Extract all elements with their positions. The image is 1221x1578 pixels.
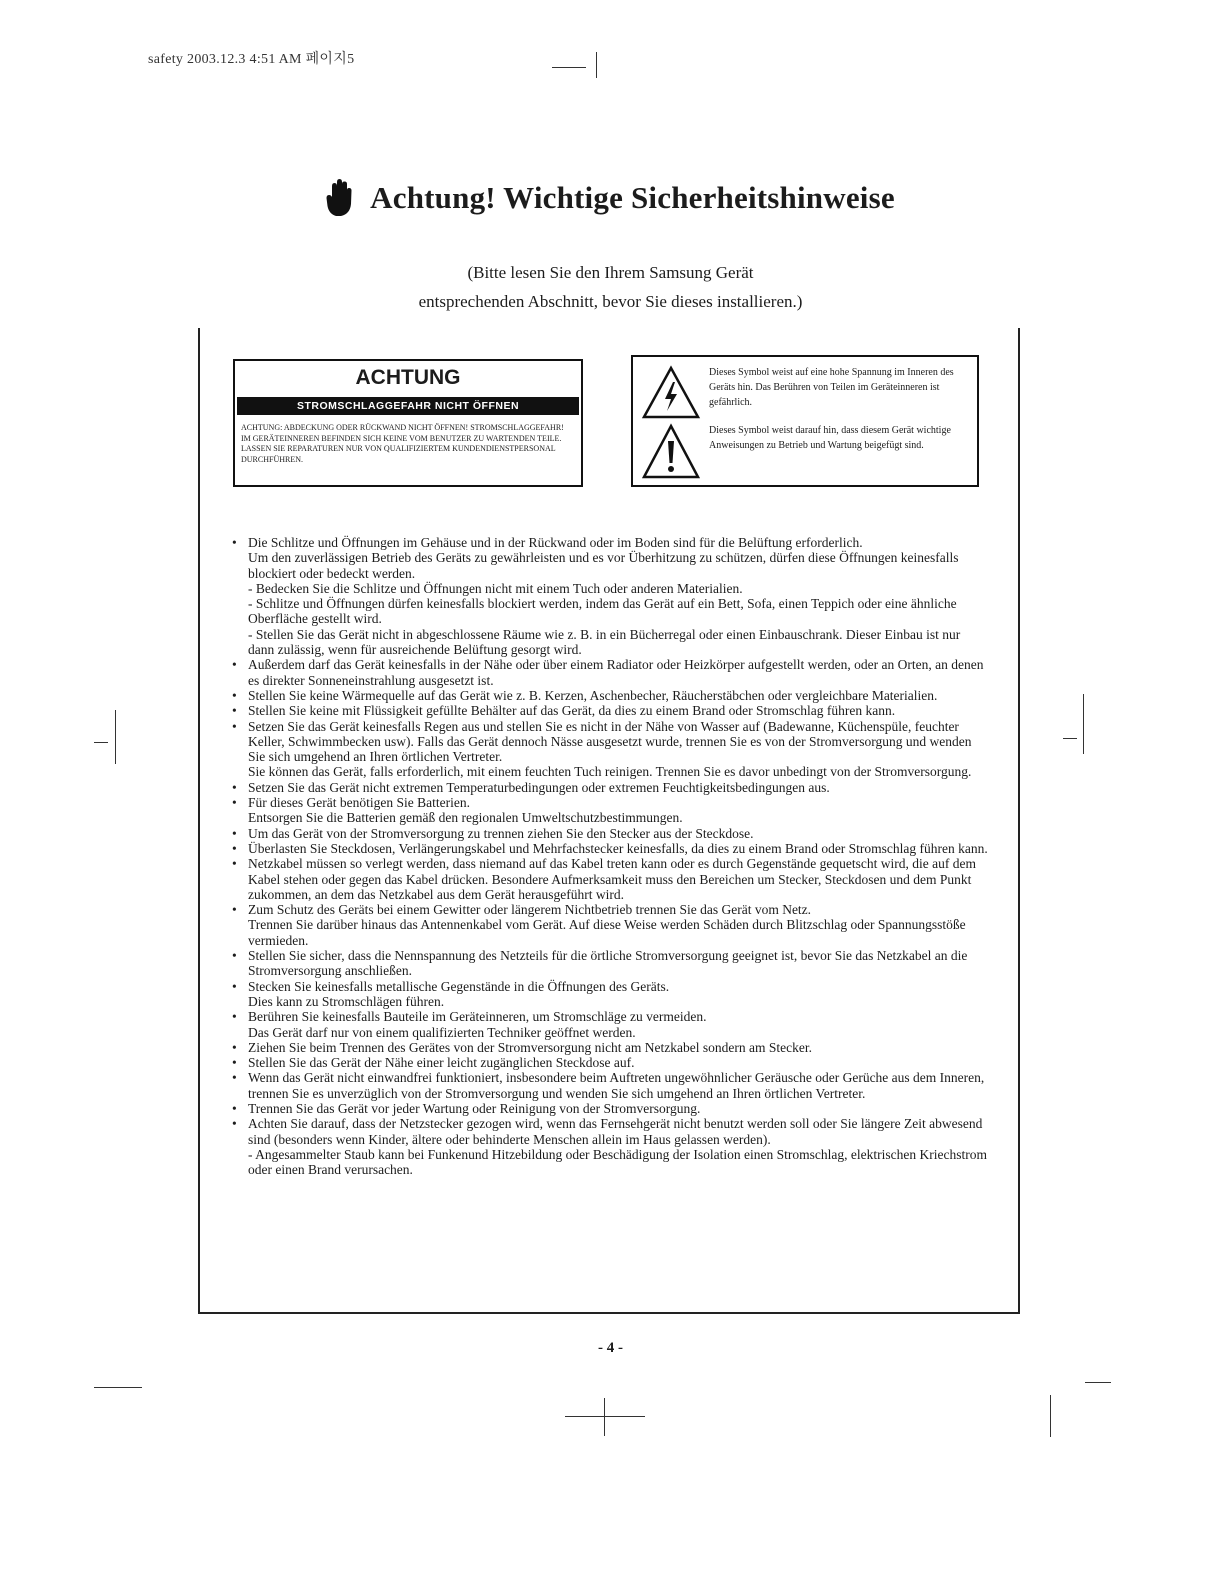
list-item <box>228 657 988 688</box>
bullet-list <box>228 535 988 1177</box>
list-item <box>228 780 988 795</box>
crop-mark <box>596 52 597 78</box>
list-item <box>228 1040 988 1055</box>
list-item-line: - Stellen Sie das Gerät nicht in abgeschlossene Räume wie z. B. in ein Bücherregal oder einen Einbauschrank. Dieser Einbau ist nur dann zulässig, wenn für ausreichende Belüftung gesorgt wird. <box>248 626 961 658</box>
symbol-text: Dieses Symbol weist darauf hin, dass diesem Gerät wichtige Anweisungen zu Betrieb und Wartung beigefügt sind. <box>709 425 951 451</box>
safety-instructions <box>228 535 988 1177</box>
list-item <box>228 703 988 718</box>
subtitle-line: (Bitte lesen Sie den Ihrem Samsung Gerät <box>467 263 754 282</box>
crop-mark <box>1050 1395 1051 1437</box>
list-item <box>228 688 988 703</box>
list-item-line: Sie können das Gerät, falls erforderlich, mit einem feuchten Tuch reinigen. Trennen Sie es davor unbedingt von der Stromversorgung. <box>248 764 972 780</box>
list-item-line: • Wenn das Gerät nicht einwandfrei funktioniert, insbesondere beim Auftreten ungewöhnlicher Geräusche oder Gerüche aus dem Inneren, trennen Sie es unverzüglich von der Stromversorgung und wenden Sie sich umgehend an Ihren örtlichen Vertreter. <box>248 1070 985 1101</box>
list-item <box>228 856 988 902</box>
title-row <box>0 178 1221 218</box>
exclamation-icon <box>641 423 701 481</box>
list-item-line: • Netzkabel müssen so verlegt werden, dass niemand auf das Kabel treten kann oder es durch Gegenstände gequetscht wird, die auf dem Kabel stehen oder gegen das Kabel drücken. Besondere Aufmerksamkeit muss den Bereichen um Stecker, Steckdosen und dem Punkt zukommen, an dem das Netzkabel aus dem Gerät herausgeführt wird. <box>248 856 976 902</box>
warning-bar: STROMSCHLAGGEFAHR NICHT ÖFFNEN <box>237 397 579 415</box>
high-voltage-icon <box>641 365 701 421</box>
list-item-line: • Setzen Sie das Gerät nicht extremen Temperaturbedingungen oder extremen Feuchtigkeitsbedingungen aus. <box>248 779 830 795</box>
list-item <box>228 1116 988 1177</box>
hand-icon <box>326 178 352 218</box>
crop-mark <box>604 1398 605 1436</box>
crop-mark <box>552 67 586 68</box>
print-stamp: safety 2003.12.3 4:51 AM 페이지5 <box>148 52 355 67</box>
list-item <box>228 719 988 780</box>
list-item-line: • Die Schlitze und Öffnungen im Gehäuse und in der Rückwand oder im Boden sind für die Belüftung erforderlich. <box>248 535 863 550</box>
list-item-line: • Stecken Sie keinesfalls metallische Gegenstände in die Öffnungen des Geräts. <box>248 978 670 994</box>
crop-mark <box>94 742 108 743</box>
list-item <box>228 1009 988 1040</box>
list-item-line: Das Gerät darf nur von einem qualifizierten Techniker geöffnet werden. <box>248 1024 636 1040</box>
list-item-line: • Trennen Sie das Gerät vor jeder Wartung oder Reinigung von der Stromversorgung. <box>248 1100 701 1116</box>
list-item-line: • Für dieses Gerät benötigen Sie Batterien. <box>248 795 470 811</box>
crop-mark <box>1063 738 1077 739</box>
list-item <box>228 1055 988 1070</box>
symbol-text: Dieses Symbol weist auf eine hohe Spannung im Inneren des Geräts hin. Das Berühren von Teilen im Geräteinneren ist gefährlich. <box>709 367 954 408</box>
list-item <box>228 902 988 948</box>
list-item <box>228 1070 988 1101</box>
list-item-line: - Bedecken Sie die Schlitze und Öffnungen nicht mit einem Tuch oder anderen Materialien. <box>248 580 743 596</box>
list-item <box>228 535 988 657</box>
list-item-line: • Achten Sie darauf, dass der Netzstecker gezogen wird, wenn das Fernsehgerät nicht benutzt werden soll oder Sie längere Zeit abwesend sind (besonders wenn Kinder, ältere oder behinderte Menschen allein im Haus gelassen werden). <box>248 1116 983 1147</box>
list-item-line: • Stellen Sie keine Wärmequelle auf das Gerät wie z. B. Kerzen, Aschenbecher, Räucherstäbchen oder vergleichbare Materialien. <box>248 687 938 703</box>
list-item <box>228 979 988 1010</box>
warning-box <box>233 359 583 487</box>
list-item-line: Trennen Sie darüber hinaus das Antennenkabel vom Gerät. Auf diese Weise werden Schäden durch Blitzschlag oder Spannungsstöße vermieden. <box>248 917 966 948</box>
subtitle-line: entsprechenden Abschnitt, bevor Sie dieses installieren.) <box>418 292 803 311</box>
list-item-line: • Ziehen Sie beim Trennen des Gerätes von der Stromversorgung nicht am Netzkabel sondern am Stecker. <box>248 1039 812 1055</box>
list-item-line: • Zum Schutz des Geräts bei einem Gewitter oder längerem Nichtbetrieb trennen Sie das Gerät vom Netz. <box>248 902 812 918</box>
list-item-line: • Außerdem darf das Gerät keinesfalls in der Nähe oder über einem Radiator oder Heizkörper aufgestellt werden, oder an Orten, an denen es direkter Sonneneinstrahlung ausgesetzt ist. <box>248 657 984 688</box>
list-item <box>228 1101 988 1116</box>
subtitle <box>0 258 1221 316</box>
crop-mark <box>115 710 116 764</box>
list-item-line: • Stellen Sie keine mit Flüssigkeit gefüllte Behälter auf das Gerät, da dies zu einem Brand oder Stromschlag führen kann. <box>248 703 896 719</box>
list-item-line: Dies kann zu Stromschlägen führen. <box>248 993 445 1009</box>
list-item-line: • Um das Gerät von der Stromversorgung zu trennen ziehen Sie den Stecker aus der Steckdose. <box>248 825 754 841</box>
list-item <box>228 841 988 856</box>
list-item-line: - Angesammelter Staub kann bei Funkenund Hitzebildung oder Beschädigung der Isolation einen Stromschlag, elektrischen Kriechstrom oder einen Brand verursachen. <box>248 1146 987 1178</box>
crop-mark <box>1083 694 1084 754</box>
list-item-line: Entsorgen Sie die Batterien gemäß den regionalen Umweltschutzbestimmungen. <box>248 810 683 826</box>
list-item-line: • Stellen Sie sicher, dass die Nennspannung des Netzteils für die örtliche Stromversorgung geeignet ist, bevor Sie das Netzkabel an die Stromversorgung anschließen. <box>248 948 968 979</box>
crop-mark <box>94 1387 142 1388</box>
symbol-row <box>633 365 977 421</box>
page-title: Achtung! Wichtige Sicherheitshinweise <box>370 180 895 215</box>
warning-heading: ACHTUNG <box>355 366 461 389</box>
list-item-line: • Setzen Sie das Gerät keinesfalls Regen aus und stellen Sie es nicht in der Nähe von Wasser auf (Badewanne, Küchenspüle, feuchter Keller, Schwimmbecken usw). Falls das Gerät dennoch Nässe ausgesetzt wurde, trennen Sie es von der Stromversorgung und wenden Sie sich umgehend an Ihren örtlichen Vertreter. <box>248 718 972 765</box>
crop-mark <box>1085 1382 1111 1383</box>
list-item-line: - Schlitze und Öffnungen dürfen keinesfalls blockiert werden, indem das Gerät auf ein Bett, Sofa, einen Teppich oder eine ähnliche Oberfläche gestellt wird. <box>248 596 957 627</box>
list-item <box>228 826 988 841</box>
list-item-line: • Überlasten Sie Steckdosen, Verlängerungskabel und Mehrfachstecker keinesfalls, da dies zu einem Brand oder Stromschlag führen kann. <box>248 840 988 856</box>
symbol-legend <box>631 355 979 487</box>
list-item-line: • Berühren Sie keinesfalls Bauteile im Geräteinneren, um Stromschläge zu vermeiden. <box>248 1009 707 1025</box>
page-number: - 4 - <box>598 1340 623 1356</box>
symbol-row <box>633 423 977 483</box>
list-item-line: Um den zuverlässigen Betrieb des Geräts zu gewährleisten und es vor Überhitzung zu schützen, dürfen diese Öffnungen keinesfalls blockiert oder bedeckt werden. <box>248 550 959 581</box>
crop-mark <box>565 1416 645 1417</box>
list-item-line: • Stellen Sie das Gerät der Nähe einer leicht zugänglichen Steckdose auf. <box>248 1055 635 1071</box>
warning-text: ACHTUNG: ABDECKUNG ODER RÜCKWAND NICHT ÖFFNEN! STROMSCHLAGGEFAHR! IM GERÄTEINNEREN BEFINDEN SICH KEINE VOM BENUTZER ZU WARTENDEN TEILE. LASSEN SIE REPARATUREN NUR VON QUALIFIZIERTEM KUNDENDIENSTPERSONAL DURCHFÜHREN. <box>241 423 564 464</box>
list-item <box>228 948 988 979</box>
list-item <box>228 795 988 826</box>
